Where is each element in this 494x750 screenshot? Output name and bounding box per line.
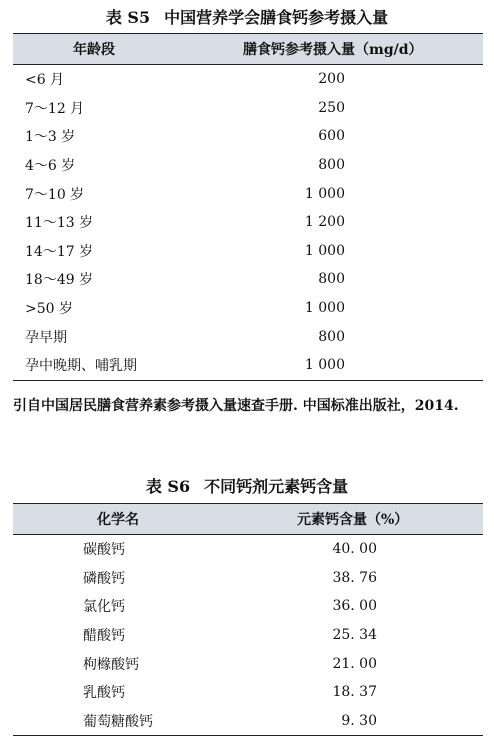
table-row [13,65,483,94]
table-row [13,322,483,351]
calcium-content-cell: 21. 00 [332,655,377,672]
table-header-row [13,34,483,65]
calcium-content-cell: 18. 37 [332,684,377,701]
column-header-chemical-name: 化学名 [13,504,243,535]
age-cell: 4～6 岁 [25,158,76,175]
chemical-name-cell: 乳酸钙 [83,685,125,702]
chemical-name-cell: 枸橼酸钙 [83,656,139,673]
table-s5-title: 中国营养学会膳食钙参考摄入量 [164,8,389,27]
table-s5-number: 表 S5 [105,8,151,27]
table-row [13,535,483,564]
table-row [13,265,483,294]
chemical-name-cell: 磷酸钙 [83,570,125,587]
intake-cell: 1 200 [304,214,345,231]
age-cell: 7～10 岁 [25,186,85,203]
table-row [13,94,483,123]
intake-cell: 800 [318,157,345,174]
table-row [13,592,483,621]
age-cell: <6 月 [25,72,65,89]
age-cell: 7～12 月 [25,100,85,117]
table-row [13,151,483,180]
table-row [13,678,483,707]
column-header-calcium-content: 元素钙含量（%） [243,504,483,535]
table-row [13,621,483,650]
intake-cell: 200 [318,71,345,88]
calcium-content-cell: 40. 00 [332,541,377,558]
calcium-content-cell: 9. 30 [243,707,483,736]
table-row [13,564,483,593]
age-cell: 孕早期 [25,329,67,346]
table-s6-title: 不同钙剂元素钙含量 [204,477,349,496]
intake-cell: 600 [318,128,345,145]
table-row [13,237,483,266]
table-row [13,707,483,736]
column-header-calcium-intake: 膳食钙参考摄入量（mg/d） [243,34,483,65]
table-header-row [13,504,483,535]
table-s5-caption [0,5,494,28]
age-cell: 1～3 岁 [25,129,76,146]
calcium-content-cell: 36. 00 [332,598,377,615]
source-note: 引自中国居民膳食营养素参考摄入量速查手册. 中国标准出版社，2014. [13,398,459,414]
chemical-name-cell: 醋酸钙 [83,628,125,645]
table-s5 [13,33,483,381]
table-row [13,179,483,208]
intake-cell: 800 [318,328,345,345]
table-s6-number: 表 S6 [145,477,191,496]
table-row [13,649,483,678]
column-header-age: 年龄段 [13,34,243,65]
table-row [13,122,483,151]
chemical-name-cell: 葡萄糖酸钙 [13,707,243,736]
intake-cell: 1 000 [304,185,345,202]
intake-cell: 1 000 [304,300,345,317]
age-cell: 18～49 岁 [25,272,94,289]
intake-cell: 1 000 [304,242,345,259]
age-cell: 孕中晚期、哺乳期 [13,351,243,380]
intake-cell: 1 000 [243,351,483,380]
table-s6 [13,503,483,736]
chemical-name-cell: 氯化钙 [83,599,125,616]
age-cell: 11～13 岁 [25,215,94,232]
table-row [13,351,483,380]
table-s6-caption [0,474,494,497]
table-row [13,208,483,237]
age-cell: >50 岁 [25,301,73,318]
chemical-name-cell: 碳酸钙 [83,542,125,559]
calcium-content-cell: 25. 34 [332,627,377,644]
age-cell: 14～17 岁 [25,243,94,260]
calcium-content-cell: 38. 76 [332,569,377,586]
intake-cell: 800 [318,271,345,288]
intake-cell: 250 [318,99,345,116]
table-row [13,294,483,323]
